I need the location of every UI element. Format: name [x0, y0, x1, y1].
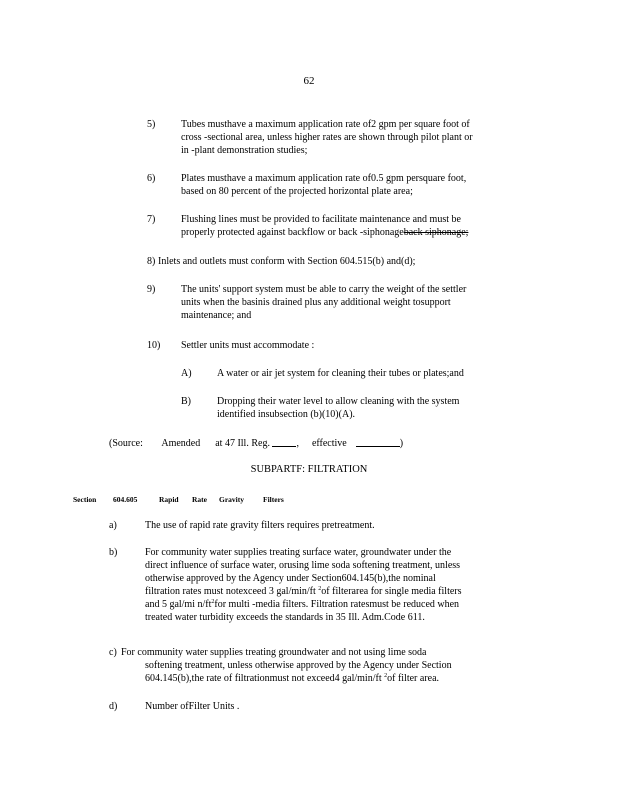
section-title-word-3: Gravity	[219, 495, 244, 504]
paragraph-b-line-5	[145, 598, 521, 611]
section-heading	[0, 493, 618, 505]
item-5-line-3: in -plant demonstration studies;	[181, 145, 308, 156]
paragraph-b-line-5-end: for multi -media filters. Filtration ratesmust be reduced when	[214, 599, 460, 610]
paragraph-b-line-3: otherwise approved by the Agency under Section604.145(b),the nominal	[145, 573, 436, 584]
source-note: (Source: Amended at 47 Ill. Reg. , effective )	[109, 438, 404, 449]
page-number: 62	[303, 75, 315, 87]
paragraph-b-line-6: treated water turbidity exceeds the standards in 35 Ill. Adm.Code 611.	[145, 612, 425, 623]
item-6-number: 6)	[147, 173, 156, 184]
source-effective: effective	[311, 438, 347, 449]
item-8-text	[158, 255, 518, 268]
item-7-number: 7)	[147, 214, 156, 225]
source-reg: at 47 Ill. Reg.	[215, 438, 270, 449]
item-7-line-2-text: properly protected against backflow or back -siphonage	[181, 227, 404, 238]
paragraph-c-line-2: softening treatment, unless otherwise approved by the Agency under Section	[145, 660, 452, 671]
paragraph-c-line-1: For community water supplies treating groundwater and not using lime soda	[121, 647, 427, 658]
paragraph-b-line-5-start: and 5 gal/mi n/ft	[145, 599, 212, 610]
paragraph-c-text	[145, 659, 505, 685]
subitem-b-number: B)	[181, 396, 191, 407]
paragraph-c-line-3-start: 604.145(b),the rate of filtrationmust not exceed4 gal/min/ft	[145, 673, 382, 684]
subitem-a-text	[217, 367, 517, 380]
item-6-text	[181, 172, 529, 198]
paragraph-d-number: d)	[109, 701, 118, 712]
paragraph-a-line-1: The use of rapid rate gravity filters requires pretreatment.	[145, 520, 375, 531]
item-10-number: 10)	[147, 340, 161, 351]
item-9-number: 9)	[147, 284, 156, 295]
item-8-line-1: Inlets and outlets must conform with Section 604.515(b) and(d);	[158, 256, 416, 267]
item-5-text	[181, 118, 529, 157]
item-10-line-1: Settler units must accommodate :	[181, 340, 315, 351]
superscript-2: 2	[211, 599, 215, 605]
section-label: Section	[73, 495, 97, 504]
paragraph-c-line-3	[145, 672, 505, 685]
subpart-heading: SUBPARTF: FILTRATION	[250, 464, 368, 475]
paragraph-b-line-4	[145, 585, 521, 598]
source-effective-blank	[356, 436, 400, 447]
item-8-number: 8)	[147, 256, 156, 267]
item-5-number: 5)	[147, 119, 156, 130]
superscript-2: 2	[384, 673, 388, 679]
item-9-line-3: maintenance; and	[181, 310, 252, 321]
paragraph-a-text	[145, 519, 525, 532]
paragraph-b-text	[145, 546, 521, 624]
source-close: )	[399, 438, 404, 449]
item-7-text	[181, 213, 529, 239]
item-9-line-1: The units' support system must be able to carry the weight of the settler	[181, 284, 467, 295]
paragraph-c-number: c)	[109, 647, 117, 658]
item-7-line-1: Flushing lines must be provided to facilitate maintenance and must be	[181, 214, 461, 225]
subitem-a-line-1: A water or air jet system for cleaning their tubes or plates;and	[217, 368, 464, 379]
paragraph-a-number: a)	[109, 520, 117, 531]
subitem-b-line-2: identified insubsection (b)(10)(A).	[217, 409, 356, 420]
section-title-word-4: Filters	[263, 495, 284, 504]
item-6-line-1: Plates musthave a maximum application rate of0.5 gpm persquare foot,	[181, 173, 467, 184]
section-number: 604.605	[113, 495, 138, 504]
item-9-line-2: units when the basinis drained plus any additional weight tosupport	[181, 297, 451, 308]
source-reg-blank	[272, 436, 296, 447]
item-5-line-1: Tubes musthave a maximum application rate of2 gpm per square foot of	[181, 119, 470, 130]
subitem-a-number: A)	[181, 368, 192, 379]
subitem-b-text	[217, 395, 517, 421]
superscript-2: 2	[318, 586, 322, 592]
paragraph-b-line-4-start: filtration rates must notexceed 3 gal/min/ft	[145, 586, 316, 597]
item-10-text	[181, 339, 529, 352]
paragraph-b-line-4-end: of filterarea for single media filters	[321, 586, 462, 597]
item-6-line-2: based on 80 percent of the projected horizontal plate area;	[181, 186, 413, 197]
source-prefix: (Source:	[109, 438, 143, 449]
item-7-struck-text: back siphonage;	[403, 227, 469, 238]
paragraph-b-number: b)	[109, 547, 118, 558]
paragraph-c-line-3-end: of filter area.	[387, 673, 440, 684]
source-amended: Amended	[161, 438, 201, 449]
item-7-line-2	[181, 226, 529, 239]
paragraph-b-line-1: For community water supplies treating surface water, groundwater under the	[145, 547, 452, 558]
section-title-word-1: Rapid	[159, 495, 179, 504]
paragraph-b-line-2: direct influence of surface water, orusing lime soda softening treatment, unless	[145, 560, 461, 571]
paragraph-d-line-1: Number ofFilter Units .	[145, 701, 240, 712]
subitem-b-line-1: Dropping their water level to allow cleaning with the system	[217, 396, 460, 407]
item-5-line-2: cross -sectional area, unless higher rates are shown through pilot plant or	[181, 132, 473, 143]
paragraph-d-text	[145, 700, 445, 713]
item-9-text	[181, 283, 529, 322]
section-title-word-2: Rate	[192, 495, 207, 504]
